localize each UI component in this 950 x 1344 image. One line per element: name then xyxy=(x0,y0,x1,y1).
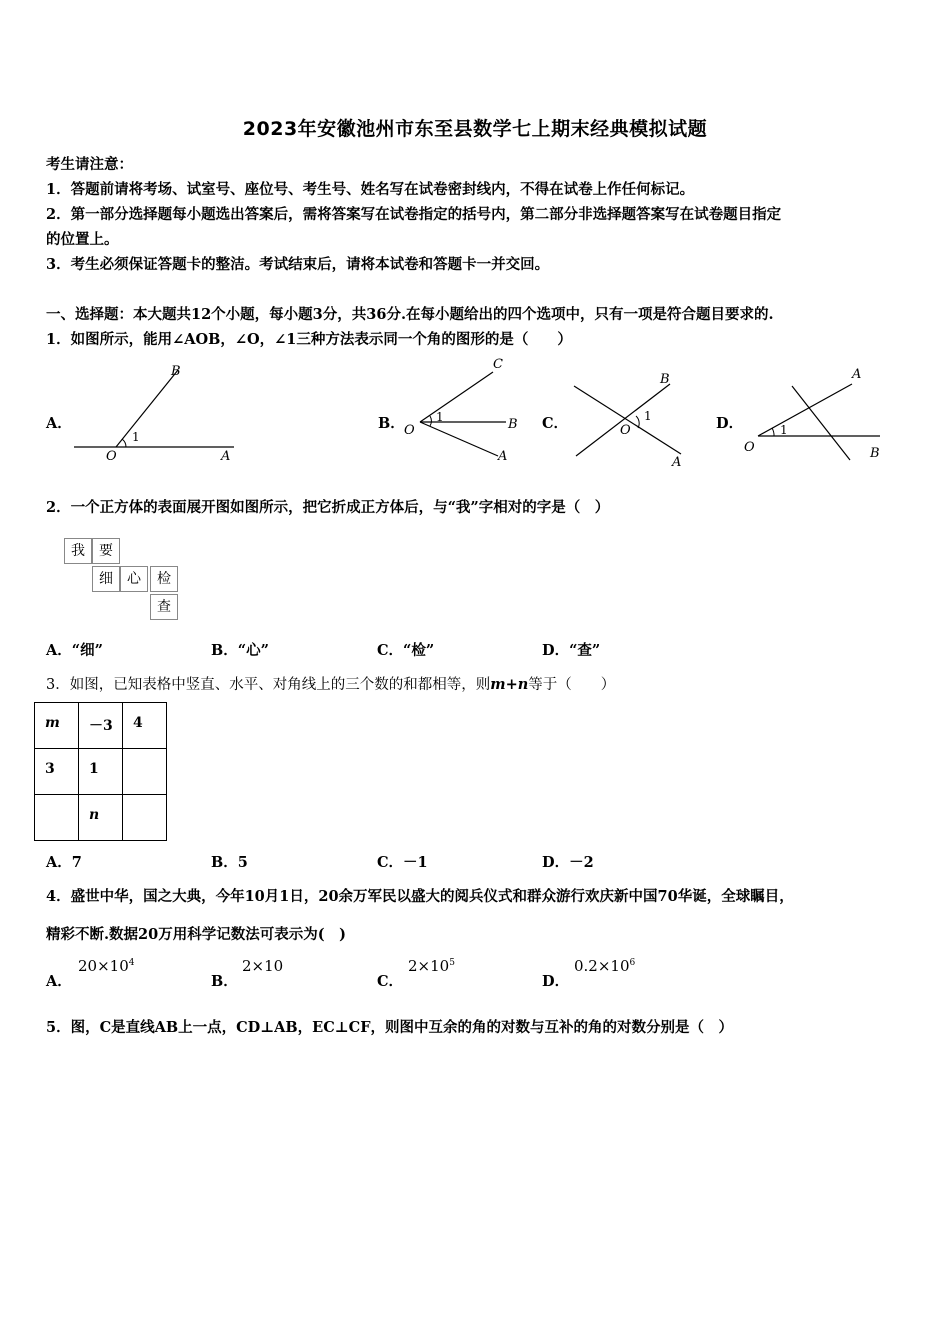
q4-option-c-value: $2\times 10^5$ xyxy=(408,957,455,975)
q4-option-c-label[interactable]: C． xyxy=(377,973,404,990)
label-o: O xyxy=(620,423,631,438)
q4-option-d-label[interactable]: D． xyxy=(542,973,570,990)
q1-figure-a xyxy=(66,358,246,468)
table-cell xyxy=(123,795,167,841)
q4-option-b-value: 2×10 xyxy=(242,957,284,975)
q4-option-b-label[interactable]: B． xyxy=(211,973,238,990)
label-o: O xyxy=(404,423,415,438)
label-b: B xyxy=(660,372,670,387)
q3-stem-prefix: 3．如图，已知表格中竖直、水平、对角线上的三个数的和都相等，则 xyxy=(46,677,491,693)
q4-option-d-value: $0.2\times 10^6$ xyxy=(574,957,636,975)
label-a: A xyxy=(672,455,682,468)
label-o: O xyxy=(744,440,755,455)
notice-heading: 考生请注意： xyxy=(46,156,133,173)
table-cell xyxy=(123,749,167,795)
notice-item: 的位置上。 xyxy=(46,231,119,248)
q1-figure-d xyxy=(738,362,888,466)
net-cell: 我 xyxy=(64,538,92,564)
q5-stem: 5．图，C是直线AB上一点，CD⊥AB，EC⊥CF，则图中互余的角的对数与互补的角的对数分别是（ ） xyxy=(46,1019,734,1036)
q1-option-b-label: B． xyxy=(378,415,405,432)
q2-option-c[interactable]: C．“检” xyxy=(377,642,435,659)
label-b: B xyxy=(870,446,880,461)
q4-option-a-label[interactable]: A． xyxy=(46,973,72,990)
notice-item: 1．答题前请将考场、试室号、座位号、考生号、姓名写在试卷密封线内，不得在试卷上作任何标记。 xyxy=(46,181,695,198)
q3-option-a[interactable]: A．7 xyxy=(46,854,82,871)
table-cell: 3 xyxy=(35,749,79,795)
net-cell: 检 xyxy=(150,566,178,592)
label-b: B xyxy=(508,417,518,432)
q1-option-c-label: C． xyxy=(542,415,569,432)
q4-stem-line2: 精彩不断.数据20万用科学记数法可表示为( ) xyxy=(46,926,346,943)
section-heading: 一、选择题：本大题共12个小题，每小题3分，共36分.在每小题给出的四个选项中，只有一项是符合题目要求的. xyxy=(46,306,774,323)
cube-net xyxy=(62,536,182,622)
table-cell: m xyxy=(35,703,79,749)
table-cell: n xyxy=(79,795,123,841)
notice-item: 3．考生必须保证答题卡的整洁。考试结束后，请将本试卷和答题卡一并交回。 xyxy=(46,256,550,273)
notice-item: 2．第一部分选择题每小题选出答案后，需将答案写在试卷指定的括号内，第二部分非选择题答案写在试卷题目指定 xyxy=(46,206,782,223)
label-c: C xyxy=(493,357,503,372)
q1-option-a-label: A． xyxy=(46,415,72,432)
q1-stem: 1．如图所示，能用∠AOB，∠O，∠1三种方法表示同一个角的图形的是（ ） xyxy=(46,331,572,348)
table-cell: 4 xyxy=(123,703,167,749)
q2-stem: 2．一个正方体的表面展开图如图所示，把它折成正方体后，与“我”字相对的字是（ ） xyxy=(46,499,610,516)
q3-stem-var: m+n xyxy=(490,676,529,693)
q2-option-a[interactable]: A．“细” xyxy=(46,642,103,659)
label-1: 1 xyxy=(132,430,140,444)
q2-option-d[interactable]: D．“查” xyxy=(542,642,601,659)
net-cell: 细 xyxy=(92,566,120,592)
q4-option-a-value: $20\times 10^4$ xyxy=(78,957,135,975)
table-cell: 1 xyxy=(79,749,123,795)
magic-square-table xyxy=(34,702,167,841)
q3-stem xyxy=(46,673,615,694)
label-b: B xyxy=(171,364,181,379)
q3-option-b[interactable]: B．5 xyxy=(211,854,248,871)
q1-figure-b xyxy=(398,352,528,464)
label-1: 1 xyxy=(436,410,444,424)
label-a: A xyxy=(852,367,862,382)
net-cell: 查 xyxy=(150,594,178,620)
q3-stem-suffix: 等于（ ） xyxy=(528,677,616,693)
label-1: 1 xyxy=(644,409,652,423)
q3-option-d[interactable]: D．－2 xyxy=(542,854,594,871)
label-a: A xyxy=(221,449,231,464)
label-1: 1 xyxy=(780,423,788,437)
table-cell: －3 xyxy=(79,703,123,749)
q2-option-b[interactable]: B．“心” xyxy=(211,642,269,659)
q1-option-d-label: D． xyxy=(716,415,744,432)
label-a: A xyxy=(498,449,508,464)
table-cell xyxy=(35,795,79,841)
q1-figure-c xyxy=(566,368,696,468)
q4-stem-line1: 4．盛世中华，国之大典，今年10月1日，20余万军民以盛大的阅兵仪式和群众游行欢庆新中国70华诞，全球瞩目， xyxy=(46,888,794,905)
q3-option-c[interactable]: C．－1 xyxy=(377,854,428,871)
net-cell: 心 xyxy=(120,566,148,592)
label-o: O xyxy=(106,449,117,464)
page-title: 2023年安徽池州市东至县数学七上期末经典模拟试题 xyxy=(242,118,708,140)
net-cell: 要 xyxy=(92,538,120,564)
